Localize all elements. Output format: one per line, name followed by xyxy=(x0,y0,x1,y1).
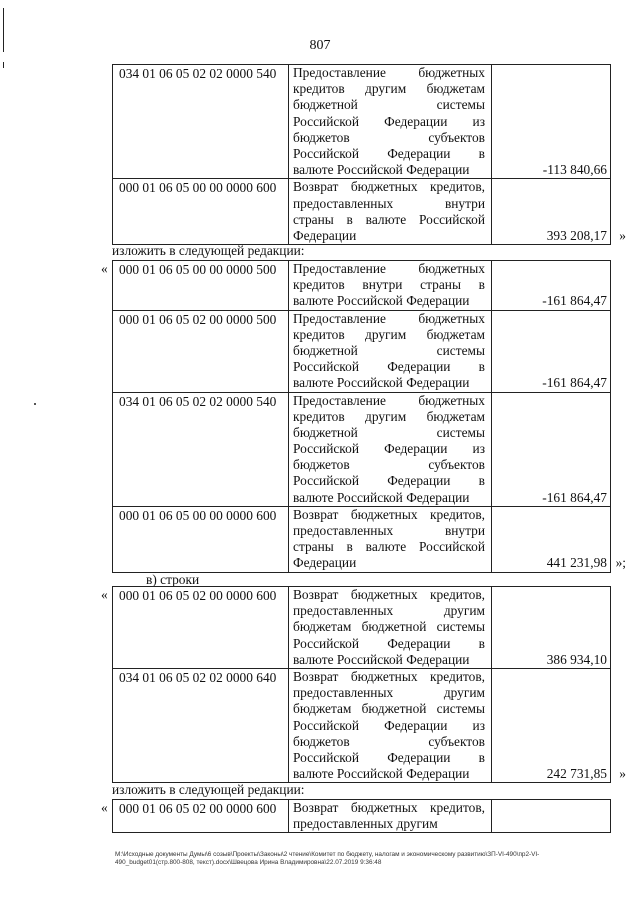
footer-line: M:\Исходные документы Думы\6 созыв\Проекты\Законы\2 чтение\Комитет по бюджету, налогам и экономическому развитию\ЗП-VI-490\пр2-VI- xyxy=(115,851,540,858)
description-line: Российской Федерации в xyxy=(293,749,485,765)
margin-mark xyxy=(3,62,4,68)
description-line: кредитов другим бюджетам xyxy=(293,408,485,424)
close-quote: »; xyxy=(615,555,626,571)
open-quote: « xyxy=(101,800,108,815)
description-cell xyxy=(289,261,492,311)
table-row xyxy=(113,392,611,506)
description-line: бюджетной системы xyxy=(293,97,485,113)
budget-code-cell: 034 01 06 05 02 02 0000 540 xyxy=(113,65,289,179)
description-line: Предоставление бюджетных xyxy=(293,261,485,276)
description-line: кредитов внутри страны в xyxy=(293,277,485,293)
description-cell xyxy=(289,310,492,392)
amount-cell xyxy=(492,587,611,669)
file-path-footer xyxy=(115,851,615,867)
description-line: предоставленных другим xyxy=(293,603,485,619)
budget-code-cell: 000 01 06 05 00 00 0000 500 xyxy=(113,261,289,311)
amount-cell xyxy=(492,261,611,311)
budget-code-cell: 000 01 06 05 00 00 0000 600 xyxy=(113,179,289,245)
budget-code-cell: 034 01 06 05 02 02 0000 640 xyxy=(113,668,289,782)
description-line: валюте Российской Федерации xyxy=(293,162,470,178)
description-line: бюджетов субъектов xyxy=(293,129,485,145)
budget-code-cell: 034 01 06 05 02 02 0000 540 xyxy=(113,392,289,506)
budget-code-cell: 000 01 06 05 02 00 0000 600 xyxy=(113,800,289,833)
description-cell xyxy=(289,800,492,833)
description-line: кредитов другим бюджетам xyxy=(293,326,485,342)
open-quote: « xyxy=(101,261,108,276)
budget-code-cell: 000 01 06 05 02 00 0000 500 xyxy=(113,310,289,392)
footer-line: 490_budget01(стр.800-808, текст).docx\Швецова Ирина Владимировна\22.07.2019 9:36:48 xyxy=(115,859,382,866)
description-line: Возврат бюджетных кредитов, xyxy=(293,668,485,684)
description-line: Российской Федерации в xyxy=(293,635,485,651)
description-line: Российской Федерации в xyxy=(293,145,485,161)
budget-code-cell: 000 01 06 05 00 00 0000 600 xyxy=(113,506,289,572)
description-line: предоставленных внутри xyxy=(293,195,485,211)
description-cell xyxy=(289,65,492,179)
table-row xyxy=(113,506,611,572)
description-line: страны в валюте Российской xyxy=(293,211,485,227)
description-line: Предоставление бюджетных xyxy=(293,392,485,408)
description-line: бюджетной системы xyxy=(293,424,485,440)
description-line: Российской Федерации из xyxy=(293,717,485,733)
amount-value: -161 864,47 xyxy=(542,375,607,391)
table-row xyxy=(113,668,611,782)
amount-value: 386 934,10 xyxy=(546,651,607,667)
table-row xyxy=(113,65,611,179)
open-quote: « xyxy=(101,587,108,602)
close-quote: » xyxy=(619,227,626,243)
description-line: Российской Федерации в xyxy=(293,359,485,375)
description-line: бюджетам бюджетной системы xyxy=(293,619,485,635)
description-line: Возврат бюджетных кредитов, xyxy=(293,179,485,195)
amount-cell xyxy=(492,392,611,506)
budget-table-revised xyxy=(112,260,626,573)
description-cell xyxy=(289,587,492,669)
description-line: Возврат бюджетных кредитов, xyxy=(293,800,485,815)
budget-table-original xyxy=(112,64,626,245)
amount-cell xyxy=(492,800,611,833)
description-cell xyxy=(289,392,492,506)
description-line: бюджетной системы xyxy=(293,342,485,358)
amount-cell xyxy=(492,310,611,392)
description-line: Возврат бюджетных кредитов, xyxy=(293,587,485,602)
table-row xyxy=(113,261,611,311)
description-line: предоставленных другим xyxy=(293,685,485,701)
amount-cell xyxy=(492,668,626,782)
description-line: кредитов другим бюджетам xyxy=(293,81,485,97)
table-row xyxy=(113,587,611,669)
margin-dot xyxy=(34,403,36,405)
budget-code-cell: 000 01 06 05 02 00 0000 600 xyxy=(113,587,289,669)
amount-cell xyxy=(492,506,626,572)
description-line: Российской Федерации из xyxy=(293,113,485,129)
description-cell xyxy=(289,668,492,782)
section-label: в) строки xyxy=(146,572,200,587)
instruction-text: изложить в следующей редакции: xyxy=(112,243,305,258)
table-row xyxy=(113,800,611,833)
budget-table-lines xyxy=(112,586,626,783)
description-line: Федерации xyxy=(293,227,357,243)
amount-value: 441 231,98 xyxy=(546,555,607,571)
description-line: Федерации xyxy=(293,555,357,571)
description-line: валюте Российской Федерации xyxy=(293,651,470,667)
description-line: валюте Российской Федерации xyxy=(293,293,470,309)
description-line: бюджетам бюджетной системы xyxy=(293,701,485,717)
description-line: Российской Федерации из xyxy=(293,441,485,457)
description-line: валюте Российской Федерации xyxy=(293,766,470,782)
amount-value: 242 731,85 xyxy=(546,766,607,782)
close-quote: » xyxy=(619,766,626,782)
description-line: бюджетов субъектов xyxy=(293,733,485,749)
amount-cell xyxy=(492,65,611,179)
amount-value: -161 864,47 xyxy=(542,293,607,309)
description-line: валюте Российской Федерации xyxy=(293,375,470,391)
page-number: 807 xyxy=(309,38,331,53)
description-line: предоставленных другим xyxy=(293,816,438,832)
table-row xyxy=(113,179,611,245)
amount-value: -113 840,66 xyxy=(542,162,607,178)
budget-table-new xyxy=(112,799,611,833)
description-cell xyxy=(289,506,492,572)
amount-cell xyxy=(492,179,626,245)
description-line: валюте Российской Федерации xyxy=(293,489,470,505)
instruction-text: изложить в следующей редакции: xyxy=(112,782,305,797)
description-line: Предоставление бюджетных xyxy=(293,65,485,80)
description-line: Возврат бюджетных кредитов, xyxy=(293,506,485,522)
description-line: Предоставление бюджетных xyxy=(293,310,485,326)
description-line: страны в валюте Российской xyxy=(293,539,485,555)
description-line: Российской Федерации в xyxy=(293,473,485,489)
description-cell xyxy=(289,179,492,245)
amount-value: 393 208,17 xyxy=(546,227,607,243)
amount-value: -161 864,47 xyxy=(542,489,607,505)
description-line: бюджетов субъектов xyxy=(293,457,485,473)
table-row xyxy=(113,310,611,392)
description-line: предоставленных внутри xyxy=(293,523,485,538)
